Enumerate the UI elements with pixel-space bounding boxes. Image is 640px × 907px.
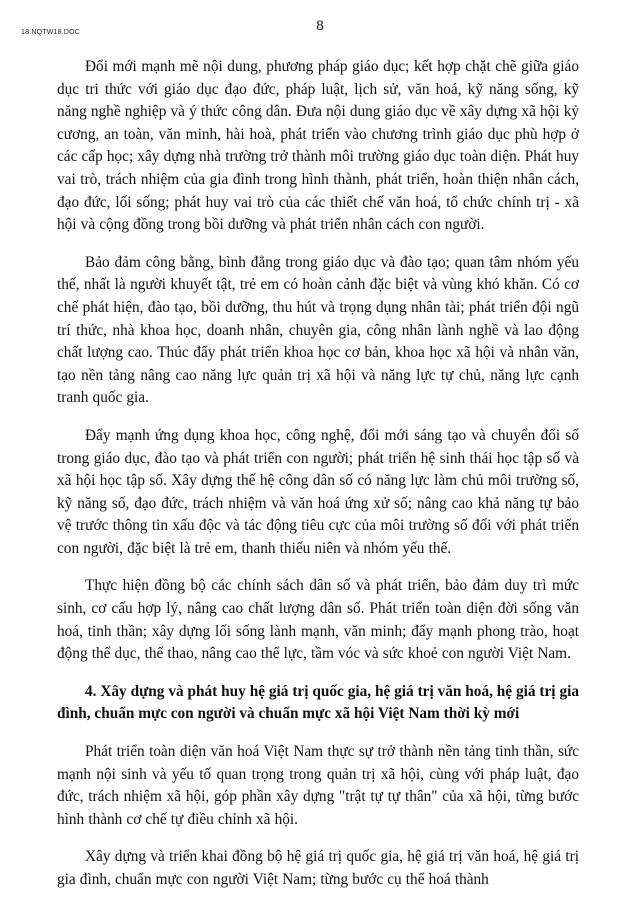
paragraph: Bảo đảm công bằng, bình đẳng trong giáo dục và đào tạo; quan tâm nhóm yếu thế, nhất là người khuyết tật, trẻ em có hoàn cảnh đặc biệt và vùng khó khăn. Có cơ chế phát hiện, đào tạo, bồi dưỡng, thu hút và trọng dụng nhân tài; phát triển đội ngũ trí thức, nhà khoa học, doanh nhân, chuyên gia, công nhân lành nghề và lao động chất lượng cao. Thúc đẩy phát triển khoa học cơ bản, khoa học xã hội và nhân văn, tạo nền tảng nâng cao năng lực quản trị xã hội và năng lực tự chủ, năng lực cạnh tranh quốc gia. <box>57 253 579 407</box>
document-filename: 18.NQTW18.DOC <box>21 29 80 36</box>
section-heading: 4. Xây dựng và phát huy hệ giá trị quốc gia, hệ giá trị văn hoá, hệ giá trị gia đình, chuẩn mực con người và chuẩn mực xã hội Việt Nam thời kỳ mới <box>57 682 579 723</box>
paragraph: Thực hiện đồng bộ các chính sách dân số và phát triển, bảo đảm duy trì mức sinh, cơ cấu hợp lý, nâng cao chất lượng dân số. Phát triển toàn diện đời sống văn hoá, tinh thần; xây dựng lối sống lành mạnh, văn minh; đẩy mạnh phong trào, hoạt động thể dục, thể thao, nâng cao thể lực, tầm vóc và sức khoẻ con người Việt Nam. <box>57 577 579 663</box>
page-number: 8 <box>316 18 324 34</box>
paragraph: Phát triển toàn diện văn hoá Việt Nam thực sự trở thành nền tảng tinh thần, sức mạnh nội sinh và yếu tố quan trọng trong quản trị xã hội, cùng với pháp luật, đạo đức, trách nhiệm xã hội, góp phần xây dựng "trật tự tự thân" của xã hội, từng bước hình thành cơ chế tự điều chỉnh xã hội. <box>57 743 579 828</box>
paragraph: Xây dựng và triển khai đồng bộ hệ giá trị quốc gia, hệ giá trị văn hoá, hệ giá trị gia đình, chuẩn mực con người Việt Nam; từng bước cụ thể hoá thành <box>57 848 579 888</box>
document-body <box>57 56 579 907</box>
paragraph: Đẩy mạnh ứng dụng khoa học, công nghệ, đổi mới sáng tạo và chuyển đổi số trong giáo dục, đào tạo và phát triển con người; phát triển hệ sinh thái học tập số và xã hội học tập số. Xây dựng thế hệ công dân số có năng lực làm chủ môi trường số, kỹ năng số, đạo đức, trách nhiệm và văn hoá ứng xử số; nâng cao khả năng tự bảo vệ trước thông tin xấu độc và tác động tiêu cực của môi trường số đối với phát triển con người, đặc biệt là trẻ em, thanh thiếu niên và nhóm yếu thế. <box>57 426 579 557</box>
paragraph: Đổi mới mạnh mẽ nội dung, phương pháp giáo dục; kết hợp chặt chẽ giữa giáo dục tri thức với giáo dục đạo đức, pháp luật, lịch sử, văn hoá, kỹ năng sống, kỹ năng nghề nghiệp và ý thức công dân. Đưa nội dung giáo dục về xây dựng xã hội kỷ cương, an toàn, văn minh, hài hoà, phát triển vào chương trình giáo dục phù hợp ở các cấp học; xây dựng nhà trường trở thành môi trường giáo dục toàn diện. Phát huy vai trò, trách nhiệm của gia đình trong hình thành, phát triển, hoàn thiện nhân cách, đạo đức, lối sống; phát huy vai trò của các thiết chế văn hoá, tổ chức chính trị - xã hội và cộng đồng trong bồi dưỡng và phát triển nhân cách con người. <box>57 58 579 234</box>
